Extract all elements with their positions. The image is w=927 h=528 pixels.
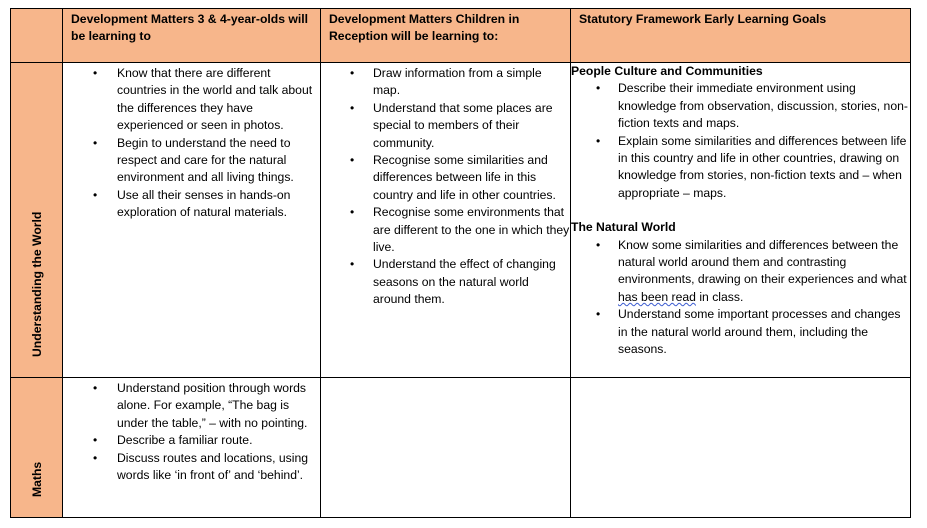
spellcheck-underlined-text: has been read <box>618 289 696 304</box>
list-item: • Understand position through words alone. For example, “The bag is under the table,” – with no pointing. <box>117 380 320 432</box>
cell-maths-col2 <box>321 378 571 518</box>
list-item: • Understand that some places are special to members of their community. <box>373 100 570 152</box>
row-label-cell <box>11 63 63 378</box>
list-item <box>618 237 910 307</box>
list-item: • Know that there are different countries in the world and talk about the differences they have experienced or seen in photos. <box>117 65 320 135</box>
section-title-natural-world: The Natural World <box>571 220 676 235</box>
list-item: • Recognise some similarities and differences between life in this country and life in other countries. <box>373 152 570 204</box>
cell-maths-col3 <box>571 378 911 518</box>
item-text: Know some similarities and differences between the natural world around them and contrasting environments, drawing on their experiences and what <box>618 237 907 287</box>
row-maths <box>11 378 911 518</box>
header-col3: Statutory Framework Early Learning Goals <box>571 9 911 63</box>
cell-understanding-col3 <box>571 63 911 378</box>
row-label-understanding: Understanding the World <box>29 211 44 357</box>
curriculum-table <box>10 8 911 518</box>
list-item: • Understand the effect of changing seasons on the natural world around them. <box>373 256 570 308</box>
list-item: • Draw information from a simple map. <box>373 65 570 100</box>
header-col2: Development Matters Children in Reception will be learning to: <box>321 9 571 63</box>
list-item: • Recognise some environments that are different to the one in which they live. <box>373 204 570 256</box>
list-item: • Discuss routes and locations, using words like ‘in front of’ and ‘behind’. <box>117 450 320 485</box>
list-item: • Describe their immediate environment using knowledge from observation, discussion, stories, non-fiction texts and maps. <box>618 80 910 132</box>
cell-maths-col1 <box>63 378 321 518</box>
corner-cell <box>11 9 63 63</box>
row-label-cell <box>11 378 63 518</box>
header-col1: Development Matters 3 & 4-year-olds will be learning to <box>63 9 321 63</box>
list-item: • Use all their senses in hands-on exploration of natural materials. <box>117 187 320 222</box>
list-item: • Explain some similarities and differences between life in this country and life in other countries, drawing on knowledge from stories, non-fiction texts and – when appropriate – maps. <box>618 133 910 203</box>
row-label-maths: Maths <box>29 461 44 497</box>
list-item: • Understand some important processes and changes in the natural world around them, including the seasons. <box>618 306 910 358</box>
cell-understanding-col1 <box>63 63 321 378</box>
header-row <box>11 9 911 63</box>
item-text: in class. <box>695 289 744 304</box>
list-item: • Describe a familiar route. <box>117 432 320 449</box>
section-title-people-culture: People Culture and Communities <box>571 64 763 78</box>
cell-understanding-col2 <box>321 63 571 378</box>
list-item: • Begin to understand the need to respect and care for the natural environment and all living things. <box>117 135 320 187</box>
row-understanding-the-world <box>11 63 911 378</box>
